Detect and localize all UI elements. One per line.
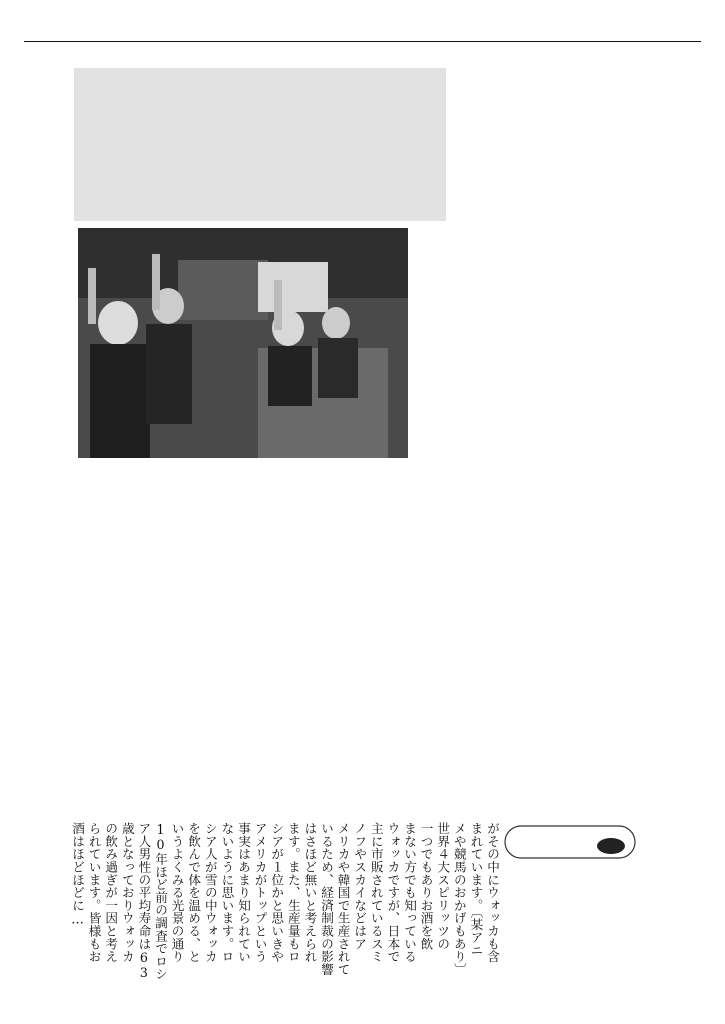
yomoyama-line: ノフやスカイなどはア	[352, 822, 368, 950]
masthead-logo	[74, 68, 446, 221]
publisher-info	[453, 66, 703, 70]
yomoyama-line: はさほど無いと考えられ	[302, 822, 318, 963]
yomoyama-body	[60, 822, 500, 1017]
yomoyama-line: 世界４大スピリッツの	[435, 822, 451, 950]
yomoyama-line: 10年ほど前の調査でロシ	[153, 822, 168, 981]
yomoyama-line: シア人が雪の中ウォッカ	[202, 822, 218, 963]
yomoyama-frame	[503, 822, 637, 862]
award-list	[437, 538, 703, 540]
yomoyama-line: 主に市販されているスミ	[368, 822, 384, 963]
yomoyama-line: いるため、経済制裁の影響	[319, 822, 334, 976]
header-rule	[24, 41, 701, 42]
yomoyama-line: ます。また、生産量もロ	[285, 822, 301, 963]
article-middle-block	[60, 470, 430, 820]
yomoyama-line: がその中にウォッカも含	[485, 822, 500, 963]
yomoyama-line: られています。皆様もお	[86, 822, 102, 963]
article-top-block	[423, 228, 573, 528]
yomoyama-line: ア人男性の平均寿命は63	[136, 822, 152, 981]
event-photo	[78, 228, 408, 458]
yomoyama-heading	[503, 822, 637, 862]
rice-bowl-icon	[597, 838, 625, 854]
yomoyama-line: まれています。〔某アニ	[468, 822, 484, 957]
yomoyama-line: メや競馬のおかげもあり〕	[451, 822, 467, 976]
yomoyama-line: ないように思います。ロ	[219, 822, 235, 963]
yomoyama-line: まない方でも知っている	[402, 822, 417, 963]
yomoyama-line: 酒はほどほどに…	[70, 822, 85, 927]
yomoyama-line: 事実はあまり知られてい	[236, 822, 251, 963]
yomoyama-line: シアが１位かと思いきや	[269, 822, 285, 963]
yomoyama-line: メリカや韓国で生産されて	[335, 822, 351, 976]
yomoyama-line: を飲んで体を温める、と	[186, 822, 202, 963]
yomoyama-line: の飲み過ぎが一因と考え	[103, 822, 119, 963]
yomoyama-line: ウォッカですが、日本で	[385, 822, 401, 963]
photo-illustration	[78, 228, 408, 458]
yomoyama-line: 一つでもありお酒を飲	[418, 822, 434, 950]
yomoyama-line: いうよくみる光景の通り	[169, 822, 185, 963]
article-headline	[574, 236, 694, 516]
yomoyama-line: 歳となっておりウォッカ	[119, 822, 135, 963]
yomoyama-line: アメリカがトップという	[252, 822, 268, 963]
